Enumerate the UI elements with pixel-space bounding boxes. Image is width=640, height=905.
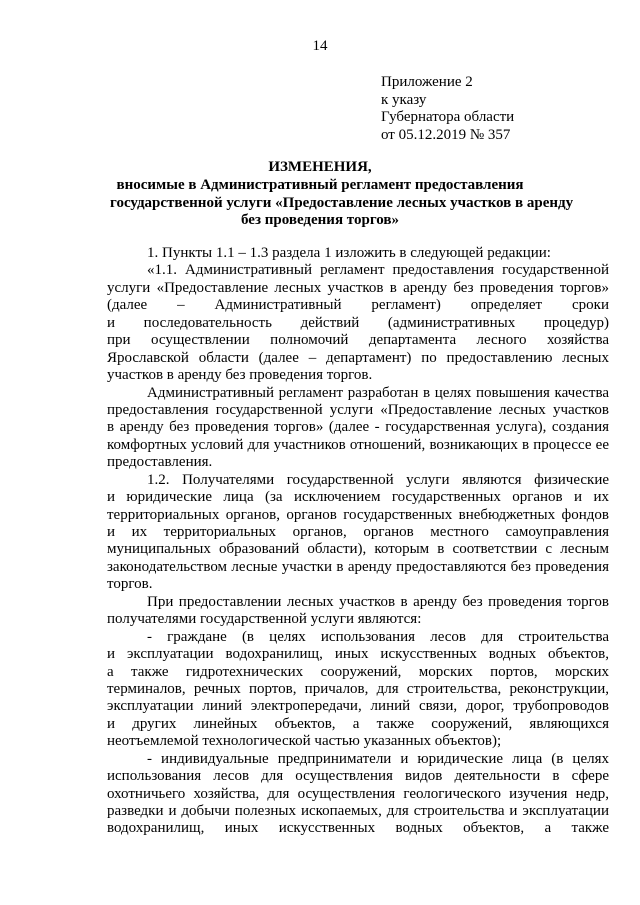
body-line: использования лесов для осуществления видов деятельности в сфере (107, 768, 609, 785)
appendix-line: Приложение 2 (381, 74, 473, 90)
title-line: государственной услуги «Предоставление лесных участков в аренду (110, 194, 574, 211)
body-line: При предоставлении лесных участков в аренду без проведения торгов (147, 593, 609, 610)
body-line: неотъемлемой технологической частью указанных объектов); (107, 733, 502, 750)
appendix-line: от 05.12.2019 № 357 (381, 126, 511, 143)
body-line: - индивидуальные предприниматели и юридические лица (в целях (147, 750, 609, 767)
body-line: водохранилищ, иных искусственных водных объектов, а также (107, 820, 609, 837)
body-line: разведки и добычи полезных ископаемых, для строительства и эксплуатации (107, 803, 609, 819)
body-line: Ярославской области (далее – департамент) по предоставлению лесных (107, 349, 609, 366)
page-number: 14 (312, 38, 328, 54)
body-line: муниципальных образований области), которым в соответствии с лесным (107, 541, 609, 558)
body-line: Административный регламент разработан в целях повышения качества (147, 384, 609, 401)
body-line: предоставления. (107, 454, 213, 471)
body-line: и последовательность действий (административных процедур) (107, 314, 609, 331)
document-body (107, 245, 609, 838)
body-line: предоставления государственной услуги «Предоставление лесных участков (107, 401, 609, 418)
appendix-header (381, 74, 514, 144)
body-line: 1.2. Получателями государственной услуги являются физические (147, 471, 609, 488)
body-line: при осуществлении полномочий департамента лесного хозяйства (107, 332, 609, 349)
body-line: комфортных условий для участников отношений, возникающих в процессе ее (107, 436, 609, 453)
body-line: участков в аренду без проведения торгов. (107, 367, 373, 384)
appendix-line: Губернатора области (381, 109, 515, 125)
body-line: терминалов, речных портов, причалов, для строительства, реконструкции, (107, 680, 609, 697)
appendix-line: к указу (381, 91, 427, 108)
body-line: 1. Пункты 1.1 – 1.3 раздела 1 изложить в следующей редакции: (147, 245, 551, 261)
body-line: торгов. (107, 576, 153, 593)
body-line: «1.1. Административный регламент предоставления государственной (147, 262, 609, 279)
body-line: и других линейных объектов, а также сооружений, являющихся (107, 715, 609, 732)
body-line: а также гидротехнических сооружений, морских портов, морских (107, 663, 609, 680)
body-line: и юридические лица (за исключением государственных органов и их (107, 489, 609, 506)
title-line: без проведения торгов» (241, 212, 399, 229)
body-line: законодательством лесные участки в аренду предоставляются без проведения (107, 558, 609, 575)
body-line: территориальных органов, органов государственных внебюджетных фондов (107, 506, 609, 523)
body-line: охотничьего хозяйства, для осуществления геологического изучения недр, (107, 785, 609, 802)
body-line: в аренду без проведения торгов» (далее - государственная услуга), создания (107, 419, 609, 436)
title-line: вносимые в Административный регламент предоставления (116, 176, 524, 193)
body-line: (далее – Административный регламент) определяет сроки (107, 297, 609, 314)
document-title (110, 159, 574, 230)
body-line: и эксплуатации водохранилищ, иных искусственных водных объектов, (107, 646, 609, 663)
body-line: и их территориальных органов, органов местного самоуправления (107, 524, 609, 540)
title-line: ИЗМЕНЕНИЯ, (268, 159, 372, 175)
body-line: получателями государственной услуги являются: (107, 611, 422, 628)
body-line: - граждане (в целях использования лесов для строительства (147, 628, 609, 645)
body-line: услуги «Предоставление лесных участков в аренду без проведения торгов» (107, 279, 609, 296)
body-line: эксплуатации линий электропередачи, линий связи, дорог, трубопроводов (107, 698, 609, 715)
